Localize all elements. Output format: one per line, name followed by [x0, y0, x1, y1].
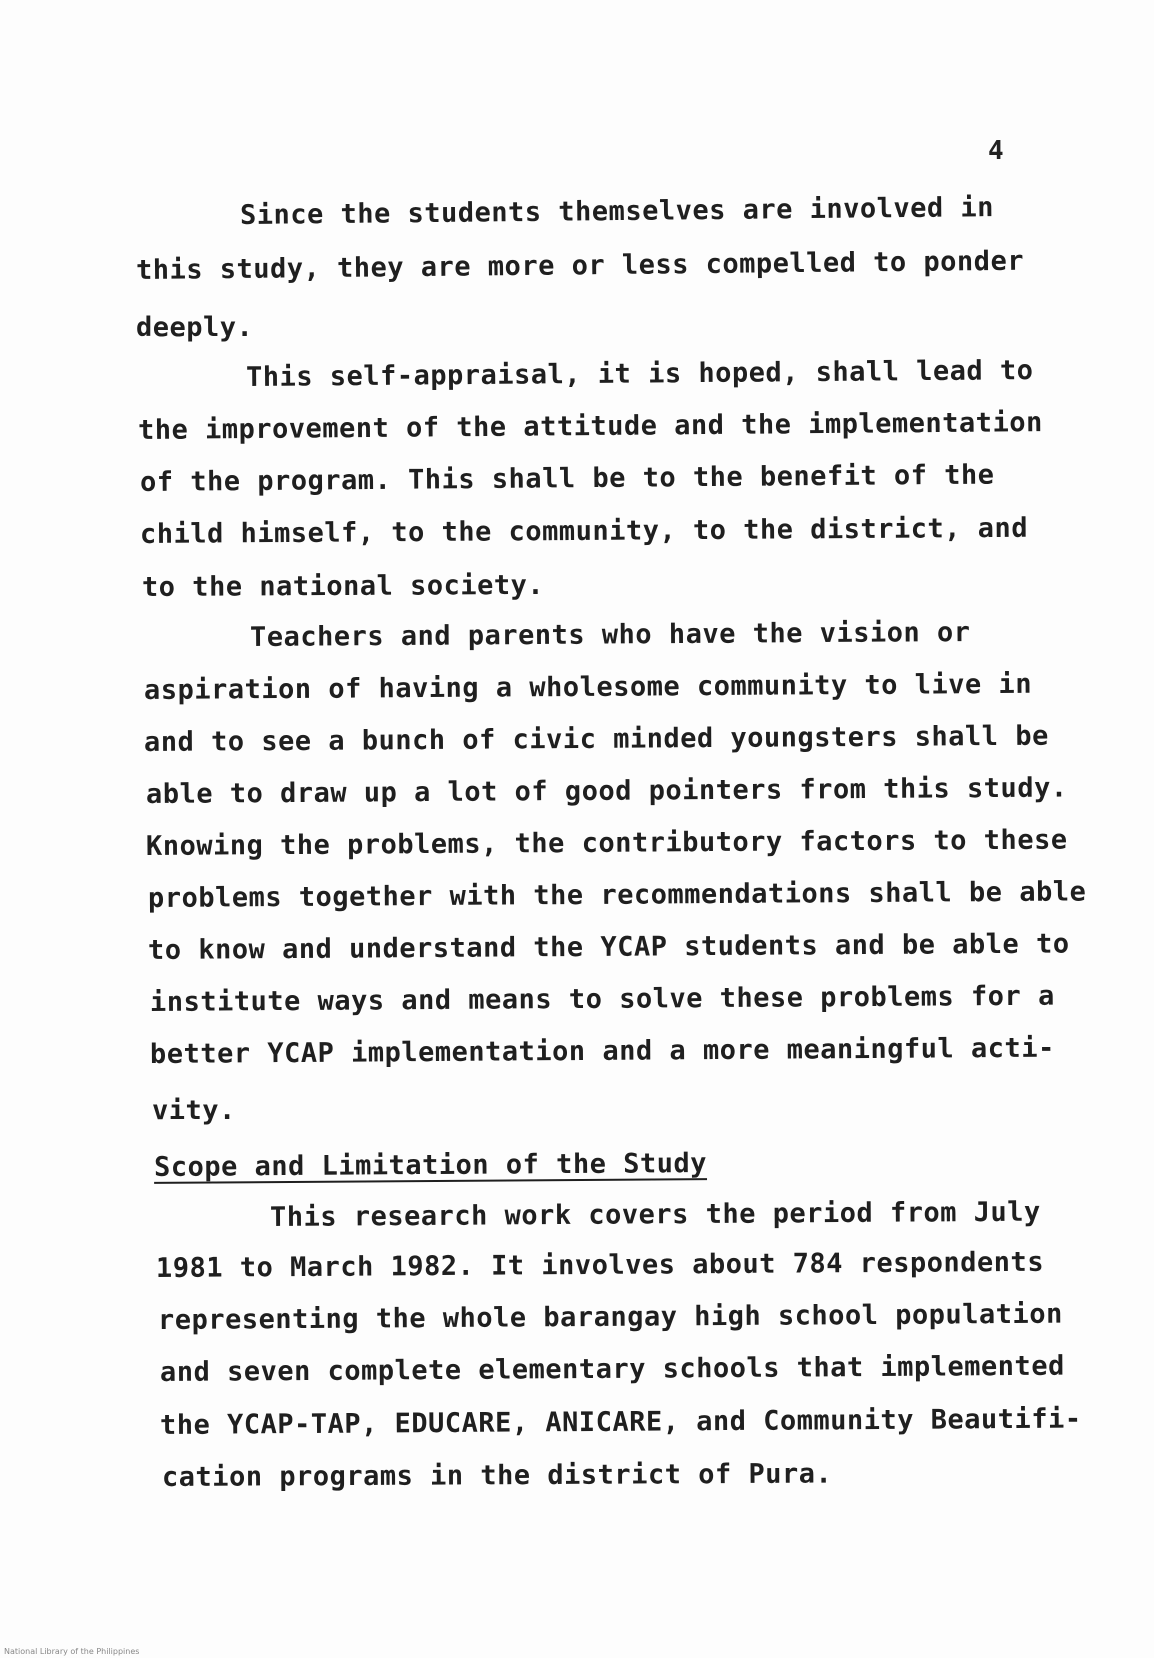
footer-credit: National Library of the Philippines [4, 1647, 140, 1656]
paragraph-4-line-4: and seven complete elementary schools that implemented [159, 1350, 1065, 1388]
paragraph-3-line-9: better YCAP implementation and a more meaningful acti- [149, 1032, 1055, 1070]
paragraph-2-line-4: child himself, to the community, to the district, and [139, 512, 1029, 550]
paragraph-3-line-6: problems together with the recommendations shall be able [147, 876, 1087, 914]
paragraph-1-line-1: Since the students themselves are involved in [239, 192, 995, 231]
paragraph-4-line-1: This research work covers the period from July [269, 1196, 1041, 1233]
paragraph-4-line-3: representing the whole barangay high school population [157, 1298, 1063, 1336]
paragraph-4-line-2: 1981 to March 1982. It involves about 784 respondents [155, 1246, 1045, 1284]
paragraph-2-line-2: the improvement of the attitude and the implementation [137, 407, 1043, 446]
section-heading: Scope and Limitation of the Study [153, 1148, 708, 1183]
paragraph-3-line-10: vity. [152, 1095, 236, 1126]
paragraph-2-line-1: This self-appraisal, it is hoped, shall lead to [245, 355, 1034, 393]
paragraph-2-line-5: to the national society. [141, 569, 545, 603]
page-number: 4 [988, 136, 1004, 166]
paragraph-4-line-5: the YCAP-TAP, EDUCARE, ANICARE, and Community Beautifi- [159, 1403, 1082, 1441]
paragraph-3-line-1: Teachers and parents who have the vision or [249, 616, 971, 653]
paragraph-3-line-8: institute ways and means to solve these problems for a [149, 980, 1055, 1018]
paragraph-1-line-2: this study, they are more or less compelled to ponder [135, 245, 1025, 286]
paragraph-3-line-4: able to draw up a lot of good pointers from this study. [145, 772, 1068, 810]
paragraph-2-line-3: of the program. This shall be to the benefit of the [139, 459, 995, 498]
paragraph-4-line-6: cation programs in the district of Pura. [161, 1458, 833, 1493]
paragraph-3-line-2: aspiration of having a wholesome community to live in [143, 668, 1033, 706]
paragraph-3-line-5: Knowing the problems, the contributory factors to these [145, 824, 1068, 862]
paragraph-3-line-7: to know and understand the YCAP students and be able to [147, 928, 1070, 966]
paragraph-1-line-3: deeply. [136, 312, 254, 343]
paragraph-3-line-3: and to see a bunch of civic minded youngsters shall be [143, 720, 1049, 758]
